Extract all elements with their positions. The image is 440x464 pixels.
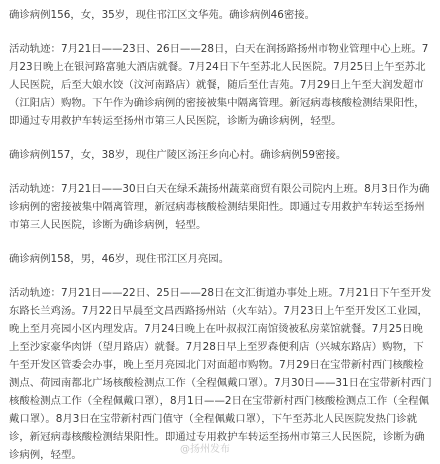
divider bbox=[9, 234, 433, 250]
case158-track: 活动轨迹：7月21日——22日、25日——28日在文汇街道办事处上班。7月21日下午至开发东路长兰鸡汤。7月22日早晨至文昌西路扬州站（火车站）。7月23日上午至开发区工业园，晚上至月亮园小区内理发店。7月24日晚上在叶叔叔江南馆烫被私房菜馆就餐。7月25日晚上至沙家豪华肉饼（望月路店）就餐。7月28日早上至罗森便利店（兴城东路店）购物，下午至开发区管委会办事，晚上至月亮园北门对面超市购物。7月29日在宝带新村西门核酸检测点、荷园南都北广场核酸检测点工作（全程佩戴口罩）。7月30日——31日在宝带新村西门核酸检测点工作（全程佩戴口罩），8月1日——2日在宝带新村西门核酸检测点工作（全程佩戴口罩）。8月3日在宝带新村西门值守（全程佩戴口罩），下午至苏北人民医院发热门诊就诊，新冠病毒核酸检测结果阳性。即通过专用救护车转运至扬州市第三人民医院，诊断为确诊病例，轻型。 bbox=[9, 287, 432, 461]
divider bbox=[9, 130, 433, 146]
case158-header: 确诊病例158，男，46岁，现住邗江区月亮园。 bbox=[9, 253, 230, 265]
case156-track: 活动轨迹：7月21日——23日、26日——28日，白天在润扬路扬州市物业管理中心上班。7月23日晚上在银河路富驰大酒店就餐。7月24日下午至苏北人民医院。7月25日上午至苏北人民医院，后至大娘水饺（汶河南路店）就餐，随后至仕吉苑。7月29日上午至大润发超市（江阳店）购物。下午作为确诊病例的密接被集中隔离管理。新冠病毒核酸检测结果阳性，即通过专用救护车转运至扬州市第三人民医院，诊断为确诊病例，轻型。 bbox=[9, 43, 429, 127]
case157-header: 确诊病例157，女，38岁，现住广陵区汤汪乡向心村。确诊病例59密接。 bbox=[9, 149, 347, 161]
case157-track: 活动轨迹：7月21日——30日白天在绿禾蔬扬州蔬菜商贸有限公司院内上班。8月3日作为确诊病例的密接被集中隔离管理，新冠病毒核酸检测结果阳性。即通过专用救护车转运至扬州市第三人民医院，诊断为确诊病例，轻型。 bbox=[9, 183, 430, 231]
divider bbox=[9, 164, 433, 180]
watermark: @扬州发布 bbox=[180, 444, 230, 455]
divider bbox=[9, 268, 433, 284]
case-report bbox=[9, 6, 433, 464]
divider bbox=[9, 24, 433, 40]
case156-header: 确诊病例156，女，35岁，现住邗江区文华苑。确诊病例46密接。 bbox=[9, 9, 316, 21]
